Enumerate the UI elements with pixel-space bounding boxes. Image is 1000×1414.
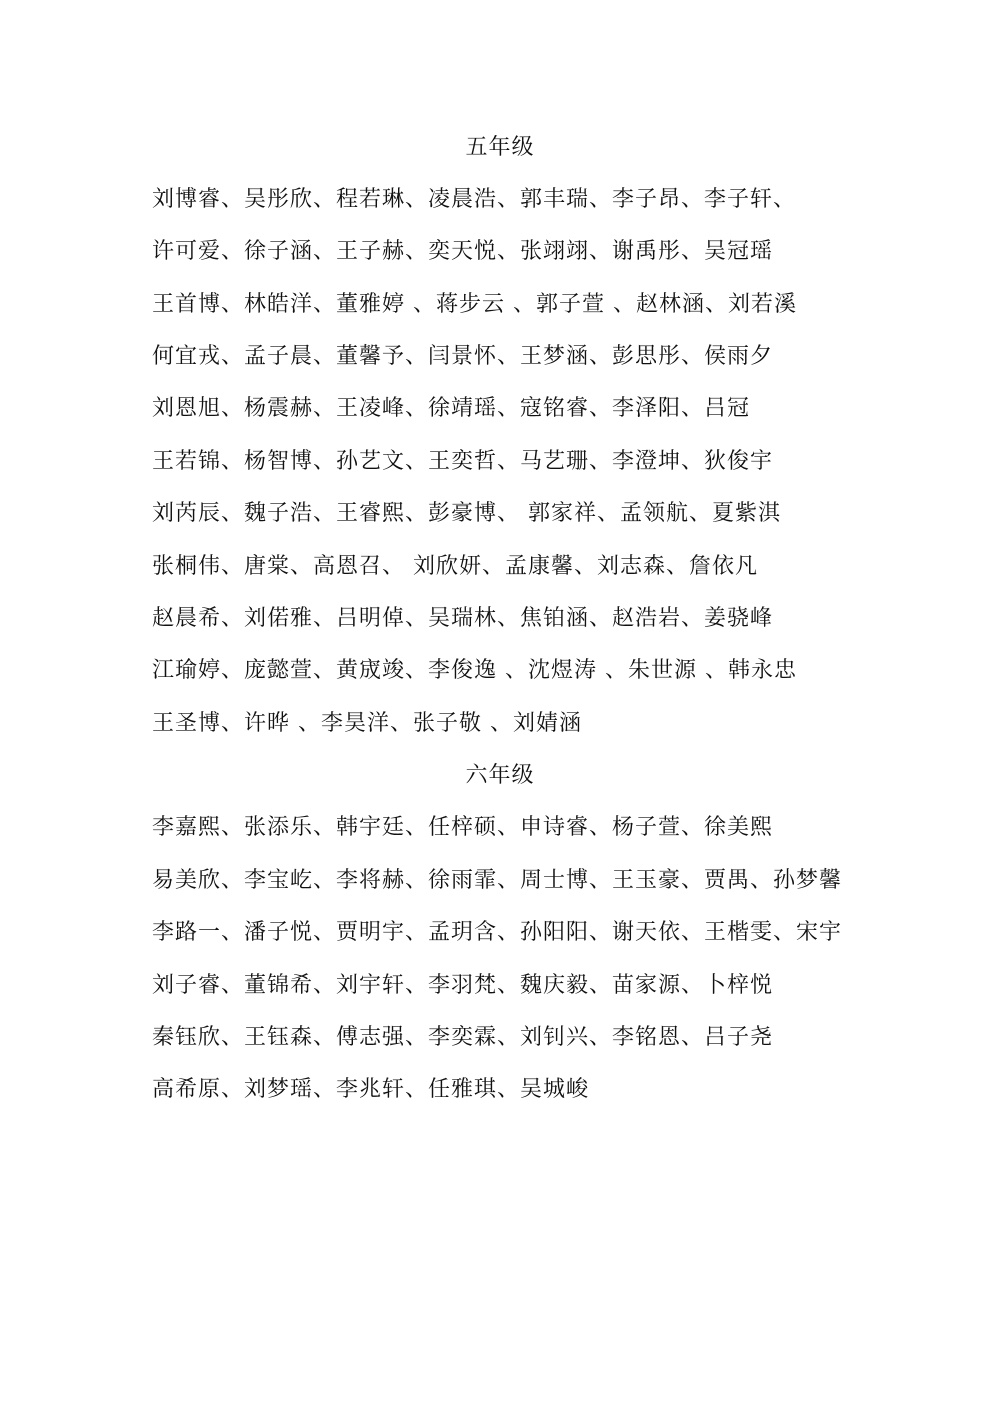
grade5-line-9: 赵晨希、刘偌雅、吕明倬、吴瑞林、焦铂涵、赵浩岩、姜骁峰 xyxy=(152,606,774,631)
grade5-line-1: 刘博睿、吴彤欣、程若琳、凌晨浩、郭丰瑞、李子昂、李子轩、 xyxy=(152,187,797,212)
grade5-heading: 五年级 xyxy=(465,135,535,160)
grade5-line-2: 许可爱、徐子涵、王子赫、奕天悦、张翊翊、谢禹彤、吴冠瑶 xyxy=(152,239,774,264)
grade6-heading: 六年级 xyxy=(465,763,535,788)
grade6-line-5: 秦钰欣、王钰森、傅志强、李奕霖、刘钊兴、李铭恩、吕子尧 xyxy=(152,1025,774,1050)
grade6-line-4: 刘子睿、董锦希、刘宇轩、李羽梵、魏庆毅、苗家源、卜梓悦 xyxy=(152,973,774,998)
grade5-line-5: 刘恩旭、杨震赫、王凌峰、徐靖瑶、寇铭睿、李泽阳、吕冠 xyxy=(152,396,751,421)
grade6-line-3: 李路一、潘子悦、贾明宇、孟玥含、孙阳阳、谢天依、王楷雯、宋宇 xyxy=(152,920,843,945)
grade5-line-7: 刘芮辰、魏子浩、王睿熙、彭豪博、 郭家祥、孟领航、夏紫淇 xyxy=(152,501,781,526)
grade5-line-4: 何宜戎、孟子晨、董馨予、闫景怀、王梦涵、彭思彤、侯雨夕 xyxy=(152,344,774,369)
grade6-line-2: 易美欣、李宝屹、李将赫、徐雨霏、周士博、王玉豪、贾禺、孙梦馨 xyxy=(152,868,843,893)
grade5-line-10: 江瑜婷、庞懿萱、黄宬竣、李俊逸 、沈煜涛 、朱世源 、韩永忠 xyxy=(152,658,797,683)
grade5-line-8: 张桐伟、唐棠、高恩召、 刘欣妍、孟康馨、刘志森、詹依凡 xyxy=(152,554,758,579)
grade5-line-3: 王首博、林皓洋、董雅婷 、蒋步云 、郭子萱 、赵林涵、刘若溪 xyxy=(152,292,797,317)
grade6-line-6: 高希原、刘梦瑶、李兆轩、任雅琪、吴城峻 xyxy=(152,1077,590,1102)
grade5-line-6: 王若锦、杨智博、孙艺文、王奕哲、马艺珊、李澄坤、狄俊宇 xyxy=(152,449,774,474)
grade5-line-11: 王圣博、许晔 、李昊洋、张子敬 、刘婧涵 xyxy=(152,711,582,736)
grade6-line-1: 李嘉熙、张添乐、韩宇廷、任梓硕、申诗睿、杨子萱、徐美熙 xyxy=(152,815,774,840)
